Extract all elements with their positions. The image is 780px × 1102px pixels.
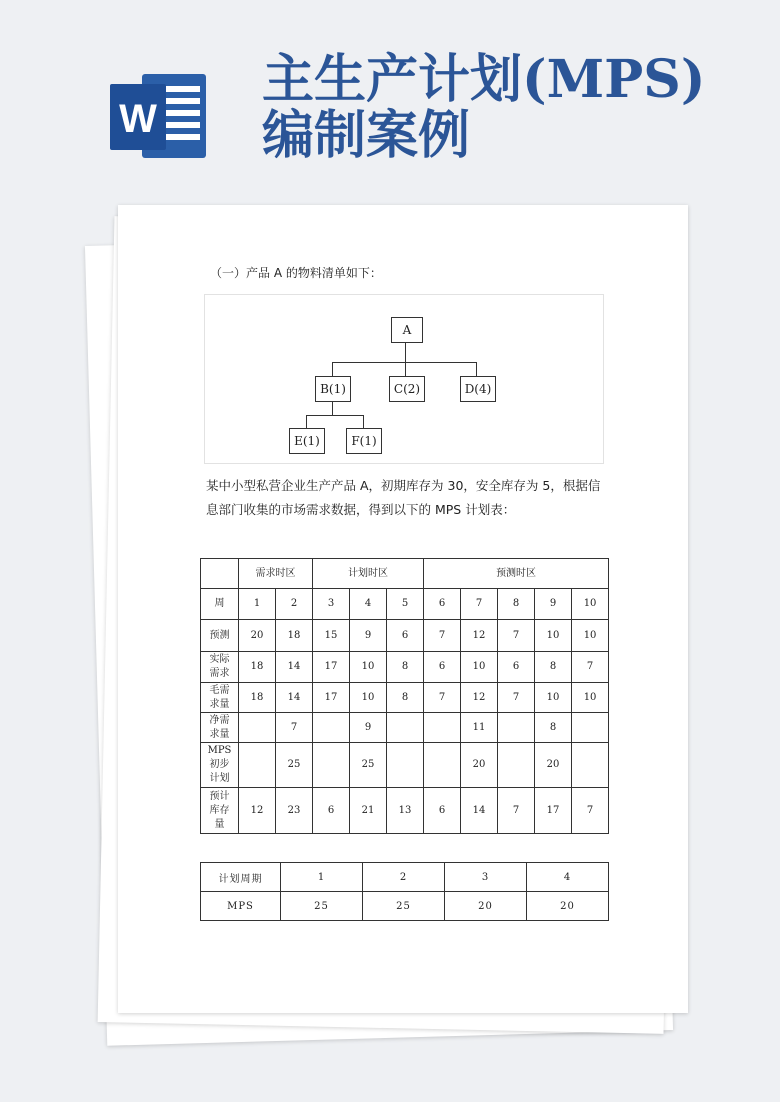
mps-plan-summary-table [200, 862, 609, 921]
zone-planning: 计划时区 [313, 559, 424, 589]
table-cell: 13 [387, 788, 424, 834]
table-cell: 10 [572, 683, 609, 713]
table-cell: 20 [535, 743, 572, 788]
table-cell: 10 [535, 620, 572, 652]
table-cell: 6 [387, 620, 424, 652]
table-cell [313, 743, 350, 788]
period-cell: 1 [281, 863, 363, 892]
table-cell: 25 [276, 743, 313, 788]
table-cell: 25 [350, 743, 387, 788]
table-cell: 7 [424, 683, 461, 713]
table-cell: 10 [350, 652, 387, 683]
table-cell: 17 [535, 788, 572, 834]
table-cell: 7 [572, 788, 609, 834]
table-cell: 7 [498, 788, 535, 834]
table-cell: 8 [535, 713, 572, 743]
table-cell [498, 713, 535, 743]
table-cell: 10 [461, 652, 498, 683]
table-cell: 6 [424, 652, 461, 683]
bom-diagram [204, 294, 604, 464]
plan-period-row [201, 863, 609, 892]
week-cell: 1 [239, 589, 276, 620]
row-label: 预计库存量 [201, 788, 239, 834]
svg-text:W: W [119, 97, 157, 141]
table-cell: 7 [276, 713, 313, 743]
word-app-icon [108, 70, 208, 162]
table-cell: 8 [387, 683, 424, 713]
projected-inventory-row [201, 788, 609, 834]
mps-cell: 25 [363, 892, 445, 921]
table-cell: 10 [535, 683, 572, 713]
period-label: 计划周期 [201, 863, 281, 892]
table-cell [239, 743, 276, 788]
period-cell: 4 [527, 863, 609, 892]
table-cell [498, 743, 535, 788]
table-cell: 6 [498, 652, 535, 683]
mps-label: MPS [201, 892, 281, 921]
table-cell [572, 713, 609, 743]
table-cell: 23 [276, 788, 313, 834]
table-cell: 7 [498, 620, 535, 652]
table-cell: 17 [313, 652, 350, 683]
table-cell: 6 [313, 788, 350, 834]
table-cell: 10 [350, 683, 387, 713]
table-cell: 8 [535, 652, 572, 683]
table-cell: 7 [498, 683, 535, 713]
table-cell: 12 [461, 683, 498, 713]
table-cell: 15 [313, 620, 350, 652]
row-label: 净需求量 [201, 713, 239, 743]
table-cell: 17 [313, 683, 350, 713]
table-cell [313, 713, 350, 743]
document-title: 主生产计划(MPS)编制案例 [262, 49, 706, 166]
table-cell: 9 [350, 713, 387, 743]
bom-node-b: B(1) [315, 376, 351, 402]
bom-intro: （一）产品 A 的物料清单如下： [210, 266, 382, 280]
table-cell: 10 [572, 620, 609, 652]
week-row [201, 589, 609, 620]
week-cell: 7 [461, 589, 498, 620]
week-label: 周 [201, 589, 239, 620]
table-cell: 20 [461, 743, 498, 788]
bom-node-d: D(4) [460, 376, 496, 402]
period-cell: 2 [363, 863, 445, 892]
table-cell: 21 [350, 788, 387, 834]
week-cell: 5 [387, 589, 424, 620]
mps-cell: 25 [281, 892, 363, 921]
table-cell: 12 [461, 620, 498, 652]
zone-forecast: 预测时区 [424, 559, 609, 589]
week-cell: 3 [313, 589, 350, 620]
row-label: 毛需求量 [201, 683, 239, 713]
zone-header-row [201, 559, 609, 589]
table-cell [424, 743, 461, 788]
table-cell [239, 713, 276, 743]
table-cell [387, 713, 424, 743]
table-cell: 20 [239, 620, 276, 652]
week-cell: 9 [535, 589, 572, 620]
mps-initial-plan-row [201, 743, 609, 788]
week-cell: 4 [350, 589, 387, 620]
table-cell: 12 [239, 788, 276, 834]
table-cell: 7 [572, 652, 609, 683]
table-cell: 18 [239, 652, 276, 683]
week-cell: 2 [276, 589, 313, 620]
bom-node-c: C(2) [389, 376, 425, 402]
forecast-row [201, 620, 609, 652]
mps-cell: 20 [527, 892, 609, 921]
row-label: MPS初步计划 [201, 743, 239, 788]
period-cell: 3 [445, 863, 527, 892]
table-cell: 14 [276, 652, 313, 683]
table-cell: 14 [461, 788, 498, 834]
week-cell: 6 [424, 589, 461, 620]
week-cell: 10 [572, 589, 609, 620]
table-cell: 8 [387, 652, 424, 683]
plan-mps-row [201, 892, 609, 921]
bom-node-a: A [391, 317, 423, 343]
bom-node-f: F(1) [346, 428, 382, 454]
table-cell: 18 [239, 683, 276, 713]
table-cell: 14 [276, 683, 313, 713]
row-label: 预测 [201, 620, 239, 652]
table-cell: 18 [276, 620, 313, 652]
net-requirement-row [201, 713, 609, 743]
table-cell: 11 [461, 713, 498, 743]
table-cell: 6 [424, 788, 461, 834]
actual-demand-row [201, 652, 609, 683]
table-cell: 9 [350, 620, 387, 652]
table-cell [387, 743, 424, 788]
case-description: 某中小型私营企业生产产品 A，初期库存为 30，安全库存为 5，根据信息部门收集的市场需求数据，得到以下的 MPS 计划表： [206, 478, 601, 517]
week-cell: 8 [498, 589, 535, 620]
gross-requirement-row [201, 683, 609, 713]
bom-node-e: E(1) [289, 428, 325, 454]
table-cell [424, 713, 461, 743]
zone-demand: 需求时区 [239, 559, 313, 589]
table-corner [201, 559, 239, 589]
table-cell: 7 [424, 620, 461, 652]
mps-schedule-table [200, 558, 609, 834]
row-label: 实际需求 [201, 652, 239, 683]
table-cell [572, 743, 609, 788]
mps-cell: 20 [445, 892, 527, 921]
